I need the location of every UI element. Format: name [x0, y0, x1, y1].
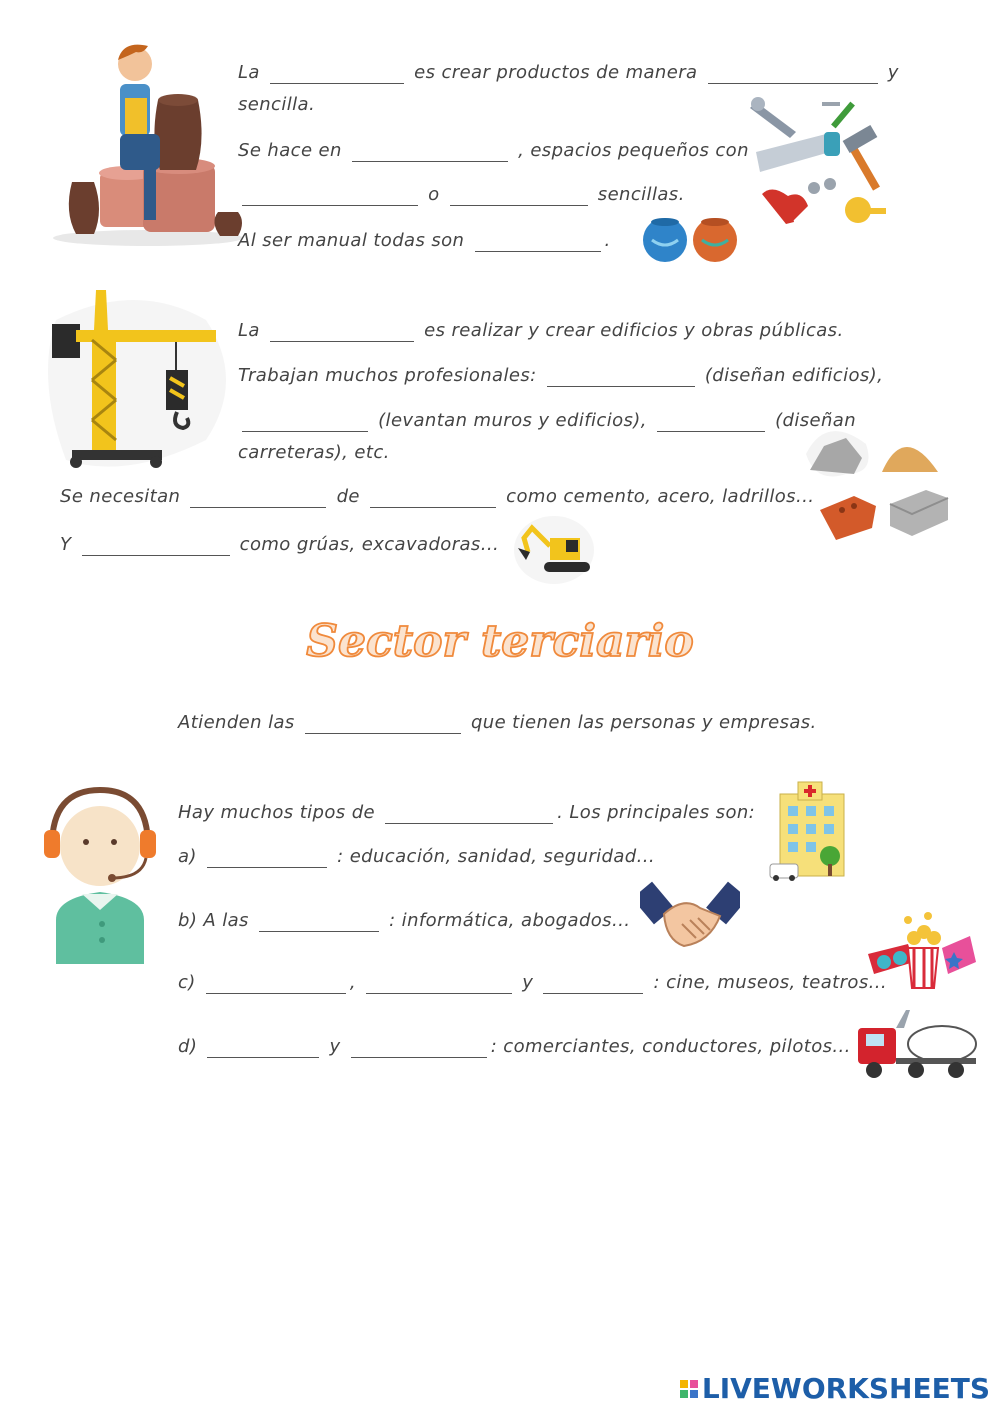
construction-text: (diseñan edificios), — [704, 365, 884, 386]
construction-text: Trabajan muchos profesionales: — [238, 365, 537, 386]
construction-blank-1[interactable] — [270, 323, 414, 342]
crafts-line-5 — [238, 230, 611, 252]
crane-illustration — [36, 280, 236, 480]
crafts-blank-5[interactable] — [450, 187, 588, 206]
construction-line-5 — [60, 486, 814, 508]
tertiary-text: Atienden las — [178, 712, 295, 733]
excavator-illustration — [510, 510, 598, 586]
logo-text: LIVEWORKSHEETS — [701, 1372, 990, 1405]
clay-pots-illustration — [640, 210, 740, 266]
construction-line-4 — [238, 442, 390, 463]
tertiary-item-c — [178, 972, 887, 994]
crafts-line-2 — [238, 94, 315, 115]
tertiary-text: . Los principales son: — [557, 802, 756, 823]
tertiary-text: y — [329, 1036, 341, 1057]
construction-line-3 — [238, 410, 856, 432]
operator-headset-illustration — [38, 786, 162, 964]
tertiary-blank-d2[interactable] — [351, 1039, 487, 1058]
construction-blank-2[interactable] — [547, 368, 695, 387]
tertiary-text: : comerciantes, conductores, pilotos... — [490, 1036, 851, 1057]
tertiary-text: : informática, abogados... — [389, 910, 631, 931]
tertiary-line-2 — [178, 802, 755, 824]
handshake-illustration — [640, 880, 740, 952]
crafts-line-4 — [238, 184, 685, 206]
tertiary-blank-c3[interactable] — [543, 975, 643, 994]
crafts-blank-3[interactable] — [352, 143, 508, 162]
construction-blank-4[interactable] — [657, 413, 765, 432]
tertiary-text: a) — [178, 846, 197, 867]
tertiary-text: b) A las — [178, 910, 249, 931]
crafts-blank-1[interactable] — [270, 65, 404, 84]
crafts-blank-4[interactable] — [242, 187, 418, 206]
construction-text: (levantan muros y edificios), — [378, 410, 647, 431]
construction-blank-3[interactable] — [242, 413, 368, 432]
construction-text: es realizar y crear edificios y obras públicas. — [424, 320, 844, 341]
construction-line-1 — [238, 320, 844, 342]
crafts-line-1 — [238, 62, 899, 84]
construction-text: como grúas, excavadoras... — [239, 534, 500, 555]
tertiary-blank-d1[interactable] — [207, 1039, 319, 1058]
truck-illustration — [852, 1004, 978, 1080]
construction-line-2 — [238, 365, 883, 387]
tertiary-blank-b[interactable] — [259, 913, 379, 932]
construction-blank-6[interactable] — [370, 489, 496, 508]
crafts-text: Al ser manual todas son — [238, 230, 465, 251]
hospital-illustration — [768, 780, 848, 884]
tertiary-text: que tienen las personas y empresas. — [470, 712, 817, 733]
tertiary-text: c) — [178, 972, 196, 993]
tertiary-blank-c2[interactable] — [366, 975, 512, 994]
crafts-text: sencilla. — [238, 94, 316, 115]
construction-text: de — [336, 486, 360, 507]
construction-blank-5[interactable] — [190, 489, 326, 508]
liveworksheets-logo — [680, 1372, 990, 1405]
tertiary-item-a — [178, 846, 655, 868]
construction-text: (diseñan — [775, 410, 857, 431]
construction-blank-7[interactable] — [82, 537, 230, 556]
tertiary-blank-a[interactable] — [207, 849, 327, 868]
tertiary-item-b — [178, 910, 630, 932]
construction-text: Y — [60, 534, 72, 555]
tertiary-text: Hay muchos tipos de — [178, 802, 375, 823]
crafts-blank-6[interactable] — [475, 233, 601, 252]
tools-illustration — [748, 92, 903, 234]
construction-line-6 — [60, 534, 499, 556]
tertiary-text: : cine, museos, teatros... — [653, 972, 887, 993]
tertiary-blank-1[interactable] — [305, 715, 461, 734]
tertiary-item-d — [178, 1036, 851, 1058]
construction-text: Se necesitan — [60, 486, 181, 507]
tertiary-text: : educación, sanidad, seguridad... — [337, 846, 655, 867]
construction-text: carreteras), etc. — [238, 442, 390, 463]
crafts-text: es crear productos de manera — [414, 62, 698, 83]
materials-illustration — [802, 420, 954, 546]
tertiary-blank-c1[interactable] — [206, 975, 346, 994]
tertiary-line-1 — [178, 712, 817, 734]
construction-text: como cemento, acero, ladrillos... — [506, 486, 815, 507]
crafts-line-3 — [238, 140, 749, 162]
potter-illustration — [48, 42, 248, 247]
crafts-text: y — [887, 62, 899, 83]
construction-text: La — [238, 320, 260, 341]
crafts-text: sencillas. — [597, 184, 685, 205]
crafts-text: . — [604, 230, 611, 251]
crafts-text: , espacios pequeños con — [518, 140, 749, 161]
tertiary-text: y — [522, 972, 534, 993]
tertiary-text: , — [349, 972, 356, 993]
tertiary-blank-2[interactable] — [385, 805, 553, 824]
crafts-blank-2[interactable] — [708, 65, 878, 84]
crafts-text: o — [428, 184, 440, 205]
logo-icon — [680, 1380, 698, 1398]
section-title: Sector terciario — [306, 616, 694, 667]
tertiary-text: d) — [178, 1036, 198, 1057]
crafts-text: Se hace en — [238, 140, 342, 161]
crafts-text: La — [238, 62, 260, 83]
